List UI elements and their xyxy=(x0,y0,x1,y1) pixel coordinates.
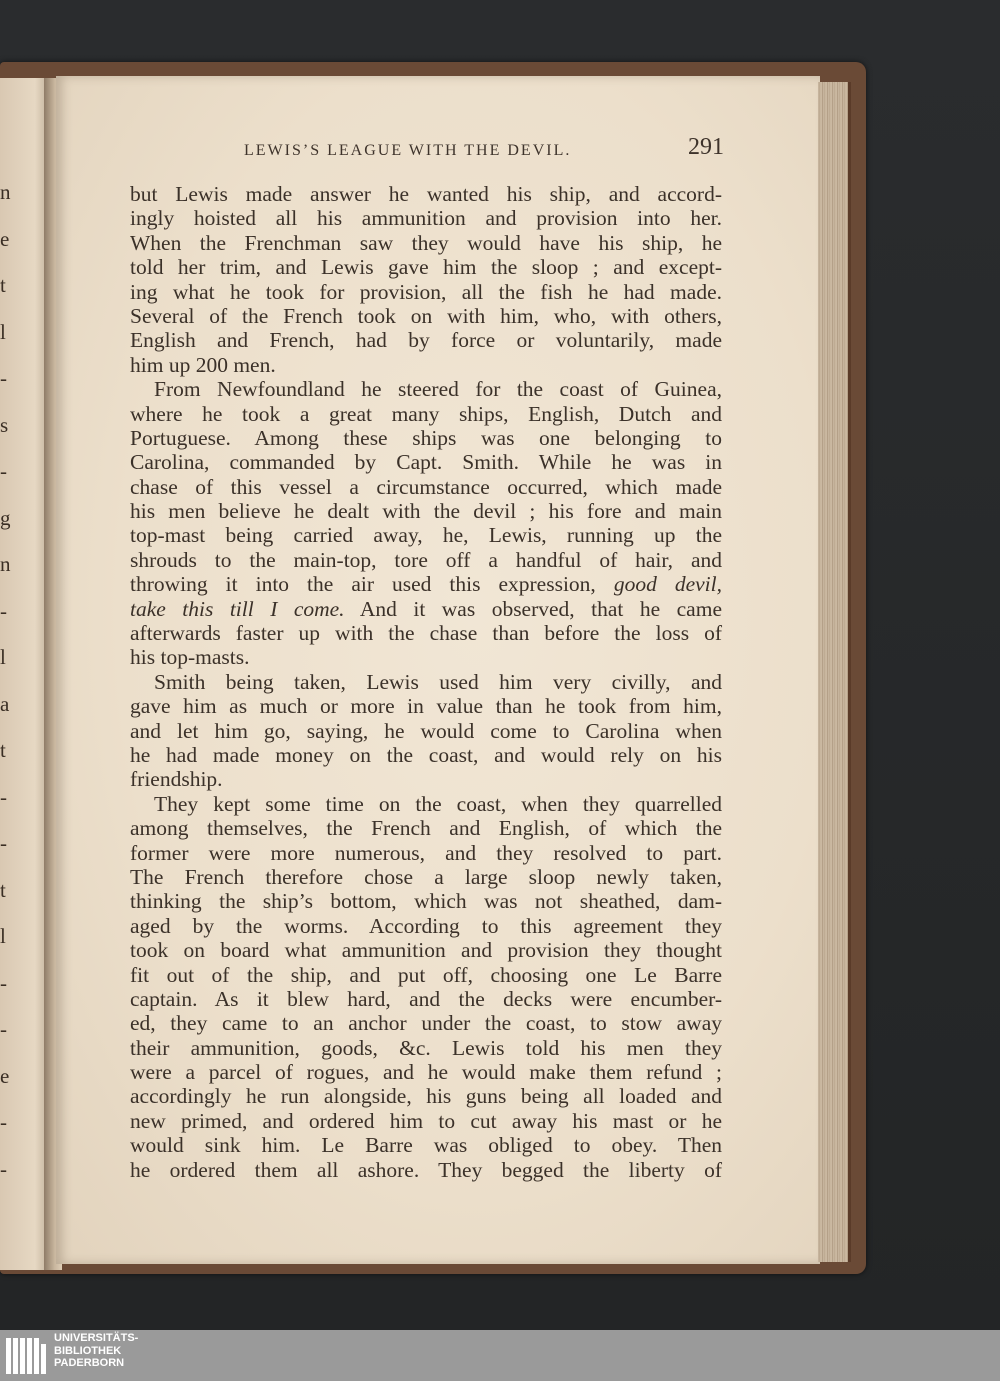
edge-glyph: - xyxy=(0,831,7,855)
text-line xyxy=(130,523,722,547)
line-text: thinking the ship’s bottom, which was not sheathed, dam- xyxy=(130,889,722,914)
text-line xyxy=(130,865,722,889)
text-line xyxy=(130,377,722,401)
edge-glyph: t xyxy=(0,877,6,902)
line-text: They kept some time on the coast, when they quarrelled xyxy=(154,791,722,816)
body-text xyxy=(130,182,722,1182)
text-line xyxy=(130,353,722,377)
line-text: but Lewis made answer he wanted his ship, and accord- xyxy=(130,182,722,206)
line-text: shrouds to the main-top, tore off a handful of hair, and xyxy=(130,547,722,572)
line-text: his men believe he dealt with the devil ; his fore and main xyxy=(130,499,722,524)
text-line xyxy=(130,572,722,596)
library-footer xyxy=(0,1330,1000,1381)
line-text: and let him go, saying, he would come to Carolina when xyxy=(130,718,722,743)
text-line xyxy=(130,1084,722,1108)
edge-glyph: - xyxy=(0,598,7,623)
page-number: 291 xyxy=(688,134,724,160)
line-text: took on board what ammunition and provision they thought xyxy=(130,938,722,963)
line-text: From Newfoundland he steered for the coast of Guinea, xyxy=(154,377,722,402)
line-text: friendship. xyxy=(130,767,223,792)
text-line xyxy=(130,670,722,694)
line-text: throwing it into the air used this expression, xyxy=(130,572,596,597)
text-line xyxy=(130,1011,722,1035)
line-text: fit out of the ship, and put off, choosing one Le Barre xyxy=(130,962,722,987)
edge-glyph: e xyxy=(0,1063,10,1088)
line-text: gave him as much or more in value than he took from him, xyxy=(130,694,722,719)
text-line xyxy=(130,694,722,718)
page-edges xyxy=(818,82,851,1262)
edge-glyph: - xyxy=(0,1110,7,1134)
text-line xyxy=(130,499,722,523)
text-line xyxy=(130,719,722,743)
line-text: aged by the worms. According to this agreement they xyxy=(130,913,722,938)
line-text: The French therefore chose a large sloop newly taken, xyxy=(130,864,722,889)
line-text: chase of this vessel a circumstance occurred, which made xyxy=(130,474,722,499)
line-text: his top-masts. xyxy=(130,645,250,670)
logo-line: PADERBORN xyxy=(54,1357,125,1369)
edge-glyph: n xyxy=(0,180,11,204)
text-line xyxy=(130,889,722,913)
line-text: were a parcel of rogues, and he would make them refund ; xyxy=(130,1060,722,1085)
line-text: Carolina, commanded by Capt. Smith. While he was in xyxy=(130,450,722,475)
edge-glyph: - xyxy=(0,784,7,809)
text-line xyxy=(130,206,722,230)
line-text: Smith being taken, Lewis used him very civilly, and xyxy=(154,669,722,694)
text-line xyxy=(130,402,722,426)
text-line xyxy=(130,1060,722,1084)
line-text: would sink him. Le Barre was obliged to obey. Then xyxy=(130,1133,722,1158)
italic-phrase: good devil, xyxy=(613,572,722,597)
text-line xyxy=(130,255,722,279)
text-line xyxy=(130,1109,722,1133)
line-text: him up 200 men. xyxy=(130,352,276,377)
line-text: he ordered them all ashore. They begged the liberty of xyxy=(130,1157,722,1182)
running-head xyxy=(244,134,724,164)
line-text: top-mast being carried away, he, Lewis, running up the xyxy=(130,523,722,548)
line-text: When the Frenchman saw they would have his ship, he xyxy=(130,230,722,255)
line-text: English and French, had by force or voluntarily, made xyxy=(130,328,722,353)
line-text: captain. As it blew hard, and the decks were encumber- xyxy=(130,986,722,1011)
edge-glyph: - xyxy=(0,1156,7,1181)
edge-glyph: - xyxy=(0,366,7,390)
edge-glyph: t xyxy=(0,738,6,762)
text-line xyxy=(130,1158,722,1182)
edge-glyph: l xyxy=(0,319,6,344)
text-line xyxy=(130,548,722,572)
library-logo-text xyxy=(54,1332,138,1370)
line-text: ing what he took for provision, all the fish he had made. xyxy=(130,279,722,304)
text-line xyxy=(130,450,722,474)
text-line xyxy=(130,475,722,499)
line-text: ed, they came to an anchor under the coast, to stow away xyxy=(130,1011,722,1036)
text-line xyxy=(130,231,722,255)
text-line xyxy=(130,280,722,304)
text-line xyxy=(130,914,722,938)
line-text: Several of the French took on with him, who, with others, xyxy=(130,303,722,328)
italic-phrase: take this till I come. xyxy=(130,596,345,621)
edge-glyph: l xyxy=(0,645,6,669)
line-text: among themselves, the French and English, of which the xyxy=(130,816,722,841)
edge-glyph: - xyxy=(0,970,7,995)
edge-glyph: g xyxy=(0,505,11,530)
text-line xyxy=(130,1133,722,1157)
line-text: he had made money on the coast, and would rely on his xyxy=(130,742,722,767)
text-line xyxy=(130,816,722,840)
edge-glyph: a xyxy=(0,691,10,716)
running-title: LEWIS’S LEAGUE WITH THE DEVIL. xyxy=(244,142,572,159)
text-line xyxy=(130,597,722,621)
line-text: Portuguese. Among these ships was one belonging to xyxy=(130,425,722,450)
edge-glyph: s xyxy=(0,412,9,437)
edge-glyph: t xyxy=(0,273,6,297)
line-text: accordingly he run alongside, his guns being all loaded and xyxy=(130,1084,722,1109)
left-page xyxy=(0,78,50,1270)
text-line xyxy=(130,1036,722,1060)
text-line xyxy=(130,841,722,865)
text-line xyxy=(130,938,722,962)
line-text: new primed, and ordered him to cut away his mast or he xyxy=(130,1108,722,1133)
edge-glyph: e xyxy=(0,226,10,251)
text-line xyxy=(130,328,722,352)
line-text: And it was observed, that he came xyxy=(359,596,722,621)
text-line xyxy=(130,743,722,767)
edge-glyph: l xyxy=(0,924,6,948)
library-logo-icon xyxy=(6,1338,48,1374)
logo-line: UNIVERSITÄTS- xyxy=(54,1332,139,1344)
text-line xyxy=(130,792,722,816)
text-line xyxy=(130,963,722,987)
line-text: told her trim, and Lewis gave him the sloop ; and except- xyxy=(130,255,722,280)
text-line xyxy=(130,645,722,669)
text-line xyxy=(130,767,722,791)
text-line xyxy=(130,621,722,645)
edge-glyph: n xyxy=(0,552,11,576)
line-text: their ammunition, goods, &c. Lewis told his men they xyxy=(130,1035,722,1060)
text-line xyxy=(130,426,722,450)
logo-line: BIBLIOTHEK xyxy=(54,1344,122,1357)
text-line xyxy=(130,182,722,206)
line-text: where he took a great many ships, English, Dutch and xyxy=(130,401,722,426)
edge-glyph: - xyxy=(0,1017,7,1041)
edge-glyph: - xyxy=(0,459,7,483)
text-line xyxy=(130,304,722,328)
line-text: former were more numerous, and they resolved to part. xyxy=(130,840,722,865)
line-text: afterwards faster up with the chase than before the loss of xyxy=(130,621,722,646)
text-line xyxy=(130,987,722,1011)
left-page-edge-text xyxy=(0,78,14,1270)
line-text: ingly hoisted all his ammunition and provision into her. xyxy=(130,206,722,231)
